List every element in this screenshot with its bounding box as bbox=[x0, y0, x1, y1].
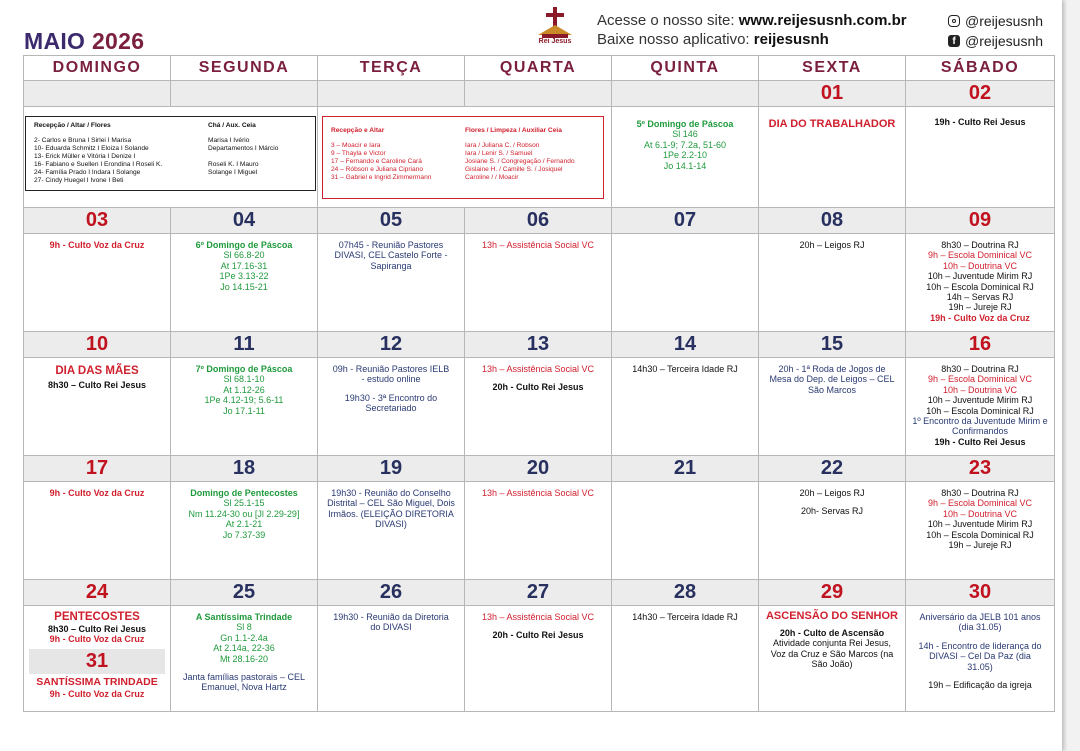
day-cell bbox=[759, 606, 906, 712]
event-title: A Santíssima Trindade bbox=[195, 612, 293, 622]
date-number: 24 bbox=[24, 580, 171, 606]
event: 20h- Servas RJ bbox=[800, 506, 864, 517]
day-cell bbox=[759, 482, 906, 580]
instagram-icon bbox=[948, 15, 960, 27]
event: 10h – Doutrina VC bbox=[942, 260, 1018, 271]
date-number: 18 bbox=[171, 456, 318, 482]
box-line: 17 – Fernando e Caroline Cará bbox=[331, 158, 422, 165]
day-cell bbox=[906, 107, 1055, 208]
date-row bbox=[24, 580, 1055, 606]
schedule-box-cell bbox=[24, 107, 318, 208]
event-title: 5º Domingo de Páscoa bbox=[636, 119, 734, 129]
event: 10h – Escola Dominical RJ bbox=[926, 281, 1034, 292]
instagram-handle[interactable]: @reijesusnh bbox=[965, 13, 1044, 29]
weekday-header: SEXTA bbox=[759, 56, 906, 81]
box-line: 9 – Thayla e Victor bbox=[331, 150, 386, 157]
event: 13h – Assistência Social VC bbox=[481, 488, 595, 498]
event: 9h – Escola Dominical VC bbox=[927, 374, 1033, 385]
box-heading: Recepção e Altar bbox=[331, 127, 385, 134]
day-cell bbox=[318, 482, 465, 580]
box-heading: Chá / Aux. Ceia bbox=[208, 122, 256, 129]
weekday-header: QUARTA bbox=[465, 56, 612, 81]
date-number: 03 bbox=[24, 208, 171, 234]
event-title: 6º Domingo de Páscoa bbox=[195, 240, 293, 250]
box-heading: Recepção / Altar / Flores bbox=[34, 122, 111, 129]
event: 14h30 – Terceira Idade RJ bbox=[632, 612, 738, 622]
schedule-box-rei-jesus bbox=[25, 116, 316, 191]
date-number: 07 bbox=[612, 208, 759, 234]
date-number: 28 bbox=[612, 580, 759, 606]
reading: At 1.12-26 bbox=[223, 384, 265, 395]
day-cell bbox=[318, 606, 465, 712]
day-cell bbox=[759, 107, 906, 208]
date-number: 19 bbox=[318, 456, 465, 482]
holiday-label: DIA DO TRABALHADOR bbox=[768, 118, 896, 130]
day-cell bbox=[171, 358, 318, 456]
date-number: 05 bbox=[318, 208, 465, 234]
event: Atividade conjunta Rei Jesus, Voz da Cruz e São Marcos (na São João) bbox=[770, 638, 894, 670]
site-prefix: Acesse o nosso site: bbox=[597, 12, 739, 29]
box-line: Iara / Lenir S. / Samuel bbox=[465, 150, 533, 157]
event: 9h - Culto Voz da Cruz bbox=[49, 634, 145, 645]
event: 9h - Culto Voz da Cruz bbox=[49, 240, 145, 250]
day-cell bbox=[906, 482, 1055, 580]
holiday-label: PENTECOSTES bbox=[54, 611, 140, 623]
event: 14h30 – Terceira Idade RJ bbox=[632, 364, 738, 374]
day-cell bbox=[465, 606, 612, 712]
date-number: 31 bbox=[29, 649, 165, 674]
box-line: 13- Erick Müller e Vitória I Denize I bbox=[34, 153, 136, 160]
events-row bbox=[24, 358, 1055, 456]
event: 19h – Jureje RJ bbox=[948, 302, 1012, 313]
weekday-header: SÁBADO bbox=[906, 56, 1055, 81]
date-number: 25 bbox=[171, 580, 318, 606]
date-number: 08 bbox=[759, 208, 906, 234]
events-row bbox=[24, 606, 1055, 712]
day-cell bbox=[906, 234, 1055, 332]
day-cell bbox=[612, 107, 759, 208]
event: 19h - Culto Rei Jesus bbox=[934, 117, 1026, 127]
event: 09h - Reunião Pastores IELB - estudo online bbox=[332, 364, 450, 385]
date-number: 30 bbox=[906, 580, 1055, 606]
logo-text: Rei Jesus bbox=[538, 38, 572, 45]
box-line: Iara / Juliana C. / Robson bbox=[465, 142, 540, 149]
date-number: 26 bbox=[318, 580, 465, 606]
events-row bbox=[24, 107, 1055, 208]
box-line: 3 – Moacir e Iara bbox=[331, 142, 381, 149]
event: 19h – Edificação da igreja bbox=[928, 680, 1032, 691]
date-number: 10 bbox=[24, 332, 171, 358]
calendar-grid bbox=[23, 55, 1055, 712]
app-name: reijesusnh bbox=[753, 31, 829, 48]
facebook-handle[interactable]: @reijesusnh bbox=[965, 33, 1044, 49]
weekday-header: DOMINGO bbox=[24, 56, 171, 81]
event: 20h - Culto de Ascensão bbox=[779, 628, 885, 638]
reading: Sl 25.1-15 bbox=[223, 498, 265, 509]
event: 8h30 – Doutrina RJ bbox=[941, 240, 1019, 250]
event: 13h – Assistência Social VC bbox=[481, 240, 595, 250]
reading: Sl 8 bbox=[236, 622, 252, 633]
day-cell bbox=[612, 606, 759, 712]
event: 20h - Culto Rei Jesus bbox=[492, 382, 584, 393]
date-number: 21 bbox=[612, 456, 759, 482]
date-number: 15 bbox=[759, 332, 906, 358]
app-prefix: Baixe nosso aplicativo: bbox=[597, 31, 754, 48]
event: 9h – Escola Dominical VC bbox=[927, 250, 1033, 261]
day-cell bbox=[465, 358, 612, 456]
date-number: 16 bbox=[906, 332, 1055, 358]
day-cell bbox=[759, 358, 906, 456]
year-label: 2026 bbox=[91, 28, 145, 54]
day-cell bbox=[171, 482, 318, 580]
event: 9h - Culto Voz da Cruz bbox=[49, 688, 145, 699]
schedule-box-voz-da-cruz bbox=[322, 116, 604, 199]
date-number: 29 bbox=[759, 580, 906, 606]
event: 19h30 - Reunião da Diretoria do DIVASI bbox=[333, 612, 449, 633]
day-cell bbox=[171, 606, 318, 712]
day-cell bbox=[759, 234, 906, 332]
site-link[interactable]: www.reijesusnh.com.br bbox=[738, 12, 907, 29]
event: 10h – Escola Dominical RJ bbox=[926, 529, 1034, 540]
box-line: Solange I Miguel bbox=[208, 169, 258, 176]
event: Janta famílias pastorais – CEL Emanuel, Nova Hartz bbox=[182, 672, 306, 693]
page-title bbox=[24, 28, 144, 55]
event-title: Domingo de Pentecostes bbox=[190, 488, 298, 498]
box-line: Gislaine H. / Camille S. / Josiquel bbox=[465, 166, 563, 173]
date-number bbox=[612, 81, 759, 107]
holiday-label: ASCENSÃO DO SENHOR bbox=[765, 610, 899, 622]
box-line: 27- Cindy Huegel I Ivone I Beti bbox=[34, 177, 124, 184]
event: 9h – Escola Dominical VC bbox=[927, 498, 1033, 509]
reading: At 2.14a, 22-36 bbox=[213, 643, 275, 654]
date-row bbox=[24, 332, 1055, 358]
date-number: 02 bbox=[906, 81, 1055, 107]
social-links bbox=[948, 11, 1043, 51]
month-label: MAIO bbox=[24, 28, 86, 54]
date-number: 09 bbox=[906, 208, 1055, 234]
event: 14h – Servas RJ bbox=[946, 292, 1014, 303]
date-number: 06 bbox=[465, 208, 612, 234]
box-line: 31 – Gabriel e Ingrid Zimmermann bbox=[331, 174, 432, 181]
reading: At 17.16-31 bbox=[220, 260, 268, 271]
date-number: 04 bbox=[171, 208, 318, 234]
reading: At 6.1-9; 7.2a, 51-60 bbox=[643, 139, 727, 150]
day-cell bbox=[612, 358, 759, 456]
reading: Sl 146 bbox=[672, 129, 698, 140]
weekday-header: QUINTA bbox=[612, 56, 759, 81]
event: 10h – Juventude Mirim RJ bbox=[927, 395, 1033, 406]
event: 10h – Doutrina VC bbox=[942, 508, 1018, 519]
box-line: Caroline / / Moacir bbox=[465, 174, 519, 181]
date-row bbox=[24, 208, 1055, 234]
events-row bbox=[24, 482, 1055, 580]
event: 13h – Assistência Social VC bbox=[481, 364, 595, 374]
event: 19h30 - 3ª Encontro do Secretariado bbox=[344, 392, 438, 414]
day-cell bbox=[24, 482, 171, 580]
reading: At 2.1-21 bbox=[225, 519, 263, 530]
event: 20h - Culto Rei Jesus bbox=[492, 630, 584, 641]
event: 20h – Leigos RJ bbox=[799, 240, 865, 250]
box-line: Josiane S. / Congregação / Fernando bbox=[465, 158, 575, 165]
reading: Sl 66.8-20 bbox=[223, 250, 265, 261]
event-title: 7º Domingo de Páscoa bbox=[195, 364, 293, 374]
event: 8h30 – Culto Rei Jesus bbox=[47, 380, 147, 390]
box-line: Roseli K. I Mauro bbox=[208, 161, 259, 168]
event: 20h – Leigos RJ bbox=[799, 488, 865, 498]
holiday-label: DIA DAS MÃES bbox=[55, 365, 139, 377]
box-line: 24- Família Prado I Indara I Solange bbox=[34, 169, 141, 176]
weekday-header-row bbox=[24, 56, 1055, 81]
reading: Jo 14.15-21 bbox=[220, 281, 268, 292]
reading: Sl 68.1-10 bbox=[223, 374, 265, 385]
date-number: 22 bbox=[759, 456, 906, 482]
event: 19h - Culto Rei Jesus bbox=[934, 436, 1026, 447]
box-line: 2- Carlos e Bruna I Sirlei I Marisa bbox=[34, 137, 132, 144]
day-cell bbox=[906, 358, 1055, 456]
event: 10h – Juventude Mirim RJ bbox=[927, 271, 1033, 282]
reading: Jo 7.37-39 bbox=[222, 529, 266, 540]
reading: 1Pe 3.13-22 bbox=[219, 271, 269, 282]
event: 14h - Encontro de liderança do DIVASI – Cel Da Paz (dia 31.05) bbox=[918, 640, 1042, 672]
event: 10h – Doutrina VC bbox=[942, 384, 1018, 395]
event: 13h – Assistência Social VC bbox=[481, 612, 595, 622]
reading: Jo 14.1-14 bbox=[663, 160, 707, 171]
date-row bbox=[24, 81, 1055, 107]
reading: Gn 1.1-2.4a bbox=[220, 632, 268, 643]
day-cell bbox=[24, 358, 171, 456]
box-heading: Flores / Limpeza / Auxiliar Ceia bbox=[465, 127, 562, 134]
event: 07h45 - Reunião Pastores DIVASI, CEL Castelo Forte - Sapiranga bbox=[334, 240, 448, 271]
event: 10h – Escola Dominical RJ bbox=[926, 405, 1034, 416]
box-line: 24 – Róbson e Juliana Cipriano bbox=[331, 166, 424, 173]
box-line: Marisa I Ivério bbox=[208, 137, 250, 144]
day-cell bbox=[906, 606, 1055, 712]
event: Aniversário da JELB 101 anos (dia 31.05) bbox=[919, 612, 1041, 633]
day-cell bbox=[465, 234, 612, 332]
event: 8h30 – Doutrina RJ bbox=[941, 488, 1019, 498]
date-number: 14 bbox=[612, 332, 759, 358]
date-number bbox=[171, 81, 318, 107]
date-number bbox=[465, 81, 612, 107]
schedule-box-cell bbox=[318, 107, 612, 208]
reading: Mt 28.16-20 bbox=[219, 653, 269, 664]
day-cell bbox=[318, 234, 465, 332]
event: 19h - Culto Voz da Cruz bbox=[930, 312, 1030, 323]
event: 10h – Juventude Mirim RJ bbox=[927, 519, 1033, 530]
events-row bbox=[24, 234, 1055, 332]
date-number: 20 bbox=[465, 456, 612, 482]
weekday-header: SEGUNDA bbox=[171, 56, 318, 81]
holiday-label: SANTÍSSIMA TRINDADE bbox=[36, 675, 158, 688]
date-number bbox=[318, 81, 465, 107]
date-number: 01 bbox=[759, 81, 906, 107]
weekday-header: TERÇA bbox=[318, 56, 465, 81]
date-number bbox=[24, 81, 171, 107]
event: 1º Encontro da Juventude Mirim e Confirmandos bbox=[912, 416, 1048, 437]
box-line: Departamentos I Márcio bbox=[208, 145, 279, 152]
day-cell bbox=[171, 234, 318, 332]
date-number: 23 bbox=[906, 456, 1055, 482]
day-cell bbox=[318, 358, 465, 456]
box-line: 10- Eduarda Schmitz I Eloiza I Solande bbox=[34, 145, 149, 152]
date-number: 13 bbox=[465, 332, 612, 358]
reading: Jo 17.1-11 bbox=[223, 405, 265, 416]
day-cell bbox=[612, 234, 759, 332]
day-cell bbox=[612, 482, 759, 580]
event: 9h - Culto Voz da Cruz bbox=[49, 488, 145, 498]
event: 8h30 – Doutrina RJ bbox=[941, 364, 1019, 374]
date-number: 12 bbox=[318, 332, 465, 358]
reading: 1Pe 4.12-19; 5.6-11 bbox=[204, 395, 284, 406]
date-row bbox=[24, 456, 1055, 482]
reading: Nm 11.24-30 ou [Jl 2.29-29] bbox=[188, 508, 300, 519]
facebook-icon: f bbox=[948, 35, 960, 47]
day-cell bbox=[24, 606, 171, 712]
date-number: 27 bbox=[465, 580, 612, 606]
event: 8h30 – Culto Rei Jesus bbox=[47, 624, 147, 634]
event: 20h - 1ª Roda de Jogos de Mesa do Dep. de Leigos – CEL São Marcos bbox=[769, 364, 895, 395]
date-number: 17 bbox=[24, 456, 171, 482]
event: 19h30 - Reunião do Conselho Distrital – CEL São Miguel, Dois Irmãos. (ELEIÇÃO DIRETORIA DIVASI) bbox=[327, 488, 455, 530]
box-line: 16- Fabiano e Suellen I Erondina I Roseli K. bbox=[34, 161, 163, 168]
reading: 1Pe 2.2-10 bbox=[662, 150, 708, 161]
site-info bbox=[597, 11, 907, 49]
day-cell bbox=[465, 482, 612, 580]
day-cell bbox=[24, 234, 171, 332]
date-number: 11 bbox=[171, 332, 318, 358]
event: 19h – Jureje RJ bbox=[948, 540, 1012, 551]
